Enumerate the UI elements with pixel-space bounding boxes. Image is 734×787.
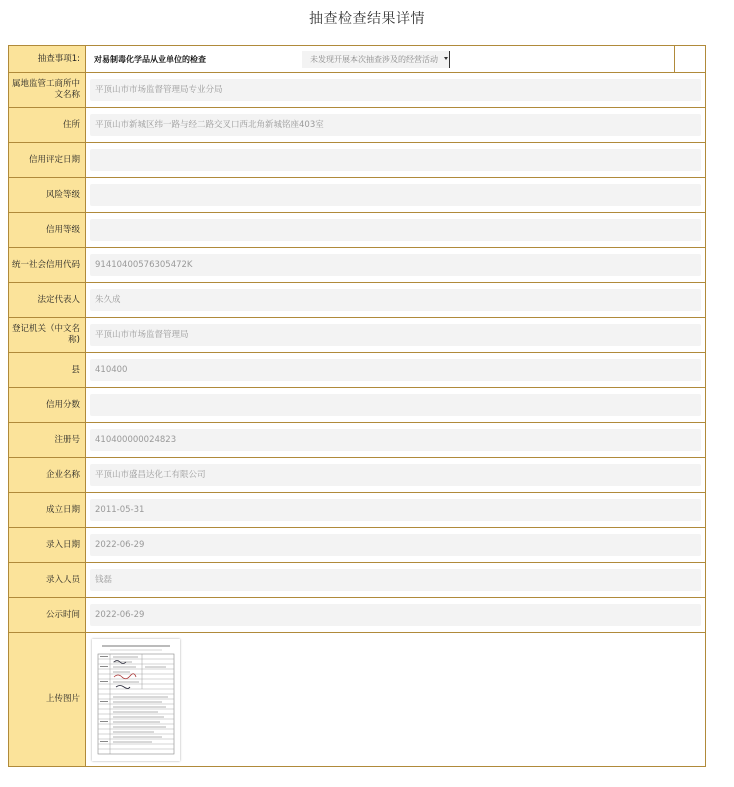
field-row bbox=[9, 353, 706, 388]
field-value-cell bbox=[86, 248, 706, 283]
field-value: 91410400576305472K bbox=[90, 254, 701, 276]
field-value: 平顶山市新城区纬一路与经二路交叉口西北角新城铭座403室 bbox=[90, 114, 701, 136]
field-value: 410400 bbox=[90, 359, 701, 381]
field-row bbox=[9, 178, 706, 213]
field-row bbox=[9, 143, 706, 178]
field-label: 企业名称 bbox=[9, 458, 86, 493]
field-label: 公示时间 bbox=[9, 598, 86, 633]
field-label: 成立日期 bbox=[9, 493, 86, 528]
field-value: 2022-06-29 bbox=[90, 604, 701, 626]
inspection-value-cell bbox=[86, 46, 675, 73]
field-value-cell bbox=[86, 598, 706, 633]
field-label: 录入日期 bbox=[9, 528, 86, 563]
field-row bbox=[9, 108, 706, 143]
field-value: 2011-05-31 bbox=[90, 499, 701, 521]
field-value: 平顶山市盛昌达化工有限公司 bbox=[90, 464, 701, 486]
chevron-down-icon bbox=[444, 57, 448, 60]
field-value bbox=[90, 219, 701, 241]
field-value-cell bbox=[86, 563, 706, 598]
field-value bbox=[90, 394, 701, 416]
field-value bbox=[90, 149, 701, 171]
field-value-cell bbox=[86, 213, 706, 248]
field-value-cell bbox=[86, 178, 706, 213]
field-label: 县 bbox=[9, 353, 86, 388]
field-label: 住所 bbox=[9, 108, 86, 143]
field-value-cell bbox=[86, 353, 706, 388]
field-value-cell bbox=[86, 528, 706, 563]
upload-row bbox=[9, 633, 706, 767]
uploaded-document-thumbnail[interactable] bbox=[92, 639, 180, 761]
empty-cell bbox=[675, 46, 706, 73]
field-value bbox=[90, 184, 701, 206]
document-preview-icon bbox=[92, 639, 180, 761]
field-value-cell bbox=[86, 143, 706, 178]
field-row bbox=[9, 213, 706, 248]
inspection-item-name: 对易制毒化学品从业单位的检查 bbox=[94, 54, 206, 64]
field-value-cell bbox=[86, 423, 706, 458]
field-label: 风险等级 bbox=[9, 178, 86, 213]
field-row bbox=[9, 73, 706, 108]
field-value: 钱磊 bbox=[90, 569, 701, 591]
field-value-cell bbox=[86, 73, 706, 108]
page-title: 抽查检查结果详情 bbox=[309, 11, 425, 27]
field-row bbox=[9, 528, 706, 563]
field-label: 法定代表人 bbox=[9, 283, 86, 318]
field-row bbox=[9, 388, 706, 423]
field-label: 属地监管工商所中文名称 bbox=[9, 73, 86, 108]
field-label: 统一社会信用代码 bbox=[9, 248, 86, 283]
field-label: 信用等级 bbox=[9, 213, 86, 248]
field-value-cell bbox=[86, 458, 706, 493]
field-value-cell bbox=[86, 318, 706, 353]
field-label: 录入人员 bbox=[9, 563, 86, 598]
detail-table bbox=[8, 45, 706, 767]
field-value-cell bbox=[86, 108, 706, 143]
field-row bbox=[9, 493, 706, 528]
inspection-result-value: 未发现开展本次抽查涉及的经营活动 bbox=[310, 54, 438, 64]
field-row bbox=[9, 458, 706, 493]
field-row bbox=[9, 283, 706, 318]
upload-value-cell bbox=[86, 633, 706, 767]
field-value-cell bbox=[86, 388, 706, 423]
inspection-label: 抽查事项1: bbox=[9, 46, 86, 73]
upload-label: 上传图片 bbox=[9, 633, 86, 767]
field-value: 410400000024823 bbox=[90, 429, 701, 451]
field-row bbox=[9, 423, 706, 458]
field-label: 登记机关（中文名称) bbox=[9, 318, 86, 353]
field-value: 2022-06-29 bbox=[90, 534, 701, 556]
field-value-cell bbox=[86, 493, 706, 528]
field-label: 注册号 bbox=[9, 423, 86, 458]
field-value: 平顶山市市场监督管理局 bbox=[90, 324, 701, 346]
field-value: 朱久成 bbox=[90, 289, 701, 311]
field-row bbox=[9, 248, 706, 283]
inspection-result-select[interactable] bbox=[302, 51, 450, 68]
field-row bbox=[9, 598, 706, 633]
field-label: 信用分数 bbox=[9, 388, 86, 423]
field-value: 平顶山市市场监督管理局专业分局 bbox=[90, 79, 701, 101]
field-row bbox=[9, 318, 706, 353]
inspection-row bbox=[9, 46, 706, 73]
field-row bbox=[9, 563, 706, 598]
field-value-cell bbox=[86, 283, 706, 318]
field-label: 信用评定日期 bbox=[9, 143, 86, 178]
